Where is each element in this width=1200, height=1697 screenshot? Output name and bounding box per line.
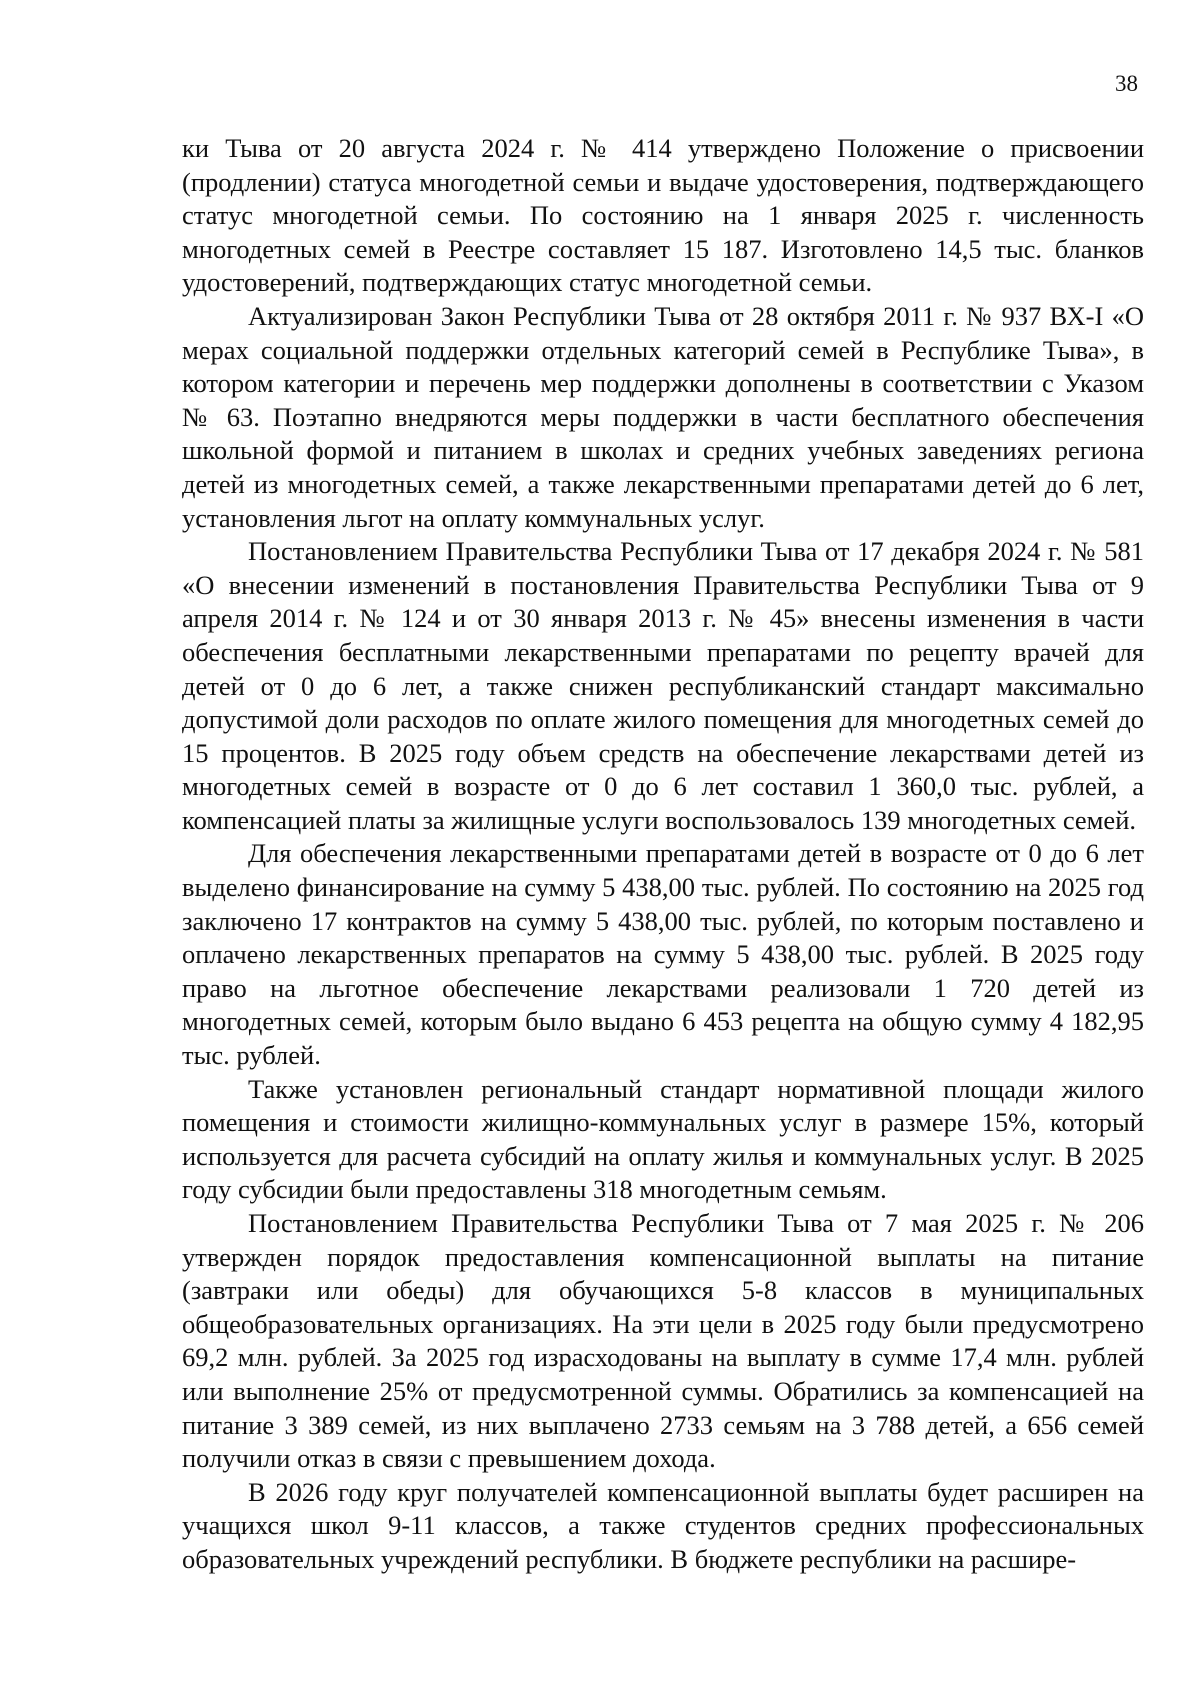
paragraph: Постановлением Правительства Республики Тыва от 17 декабря 2024 г. № 581 «О внесении изменений в постановления Правительства Республики Тыва от 9 апреля 2014 г. № 124 и от 30 января 2013 г. № 45» внесены изменения в части обеспечения бесплатными лекарственными препаратами по рецепту врачей для детей от 0 до 6 лет, а также снижен республиканский стандарт максимально допустимой доли расходов по оплате жилого помещения для многодетных семей до 15 процентов. В 2025 году объем средств на обеспечение лекарствами детей из многодетных семей в возрасте от 0 до 6 лет составил 1 360,0 тыс. рублей, а компенсацией платы за жилищные услуги воспользовалось 139 многодетных семей.: [182, 536, 1144, 835]
paragraph: Актуализирован Закон Республики Тыва от 28 октября 2011 г. № 937 ВХ-I «О мерах социальной поддержки отдельных категорий семей в Республике Тыва», в котором категории и перечень мер поддержки дополнены в соответствии с Указом № 63. Поэтапно внедряются меры поддержки в части бесплатного обеспечения школьной формой и питанием в школах и средних учебных заведениях региона детей из многодетных семей, а также лекарственными препаратами детей до 6 лет, установления льгот на оплату коммунальных услуг.: [182, 300, 1144, 533]
paragraph-continuation: ки Тыва от 20 августа 2024 г. № 414 утверждено Положение о присвоении (продлении) статуса многодетной семьи и выдаче удостоверения, подтверждающего статус многодетной семьи. По состоянию на 1 января 2025 г. численность многодетных семей в Реестре составляет 15 187. Изготовлено 14,5 тыс. бланков удостоверений, подтверждающих статус многодетной семьи.: [182, 133, 1144, 298]
page-number: 38: [1115, 71, 1138, 96]
paragraph: В 2026 году круг получателей компенсационной выплаты будет расширен на учащихся школ 9-11 классов, а также студентов средних профессиональных образовательных учреждений республики. В бюджете республики на расшире-: [182, 1476, 1144, 1574]
paragraph: Для обеспечения лекарственными препаратами детей в возрасте от 0 до 6 лет выделено финансирование на сумму 5 438,00 тыс. рублей. По состоянию на 2025 год заключено 17 контрактов на сумму 5 438,00 тыс. рублей, по которым поставлено и оплачено лекарственных препаратов на сумму 5 438,00 тыс. рублей. В 2025 году право на льготное обеспечение лекарствами реализовали 1 720 детей из многодетных семей, которым было выдано 6 453 рецепта на общую сумму 4 182,95 тыс. рублей.: [182, 838, 1144, 1071]
paragraph: Также установлен региональный стандарт нормативной площади жилого помещения и стоимости жилищно-коммунальных услуг в размере 15%, который используется для расчета субсидий на оплату жилья и коммунальных услуг. В 2025 году субсидии были предоставлены 318 многодетным семьям.: [182, 1073, 1144, 1205]
paragraph: Постановлением Правительства Республики Тыва от 7 мая 2025 г. № 206 утвержден порядок предоставления компенсационной выплаты на питание (завтраки или обеды) для обучающихся 5-8 классов в муниципальных общеобразовательных организациях. На эти цели в 2025 году были предусмотрено 69,2 млн. рублей. За 2025 год израсходованы на выплату в сумме 17,4 млн. рублей или выполнение 25% от предусмотренной суммы. Обратились за компенсацией на питание 3 389 семей, из них выплачено 2733 семьям на 3 788 детей, а 656 семей получили отказ в связи с превышением дохода.: [182, 1208, 1144, 1474]
body-text: [182, 132, 1144, 1577]
